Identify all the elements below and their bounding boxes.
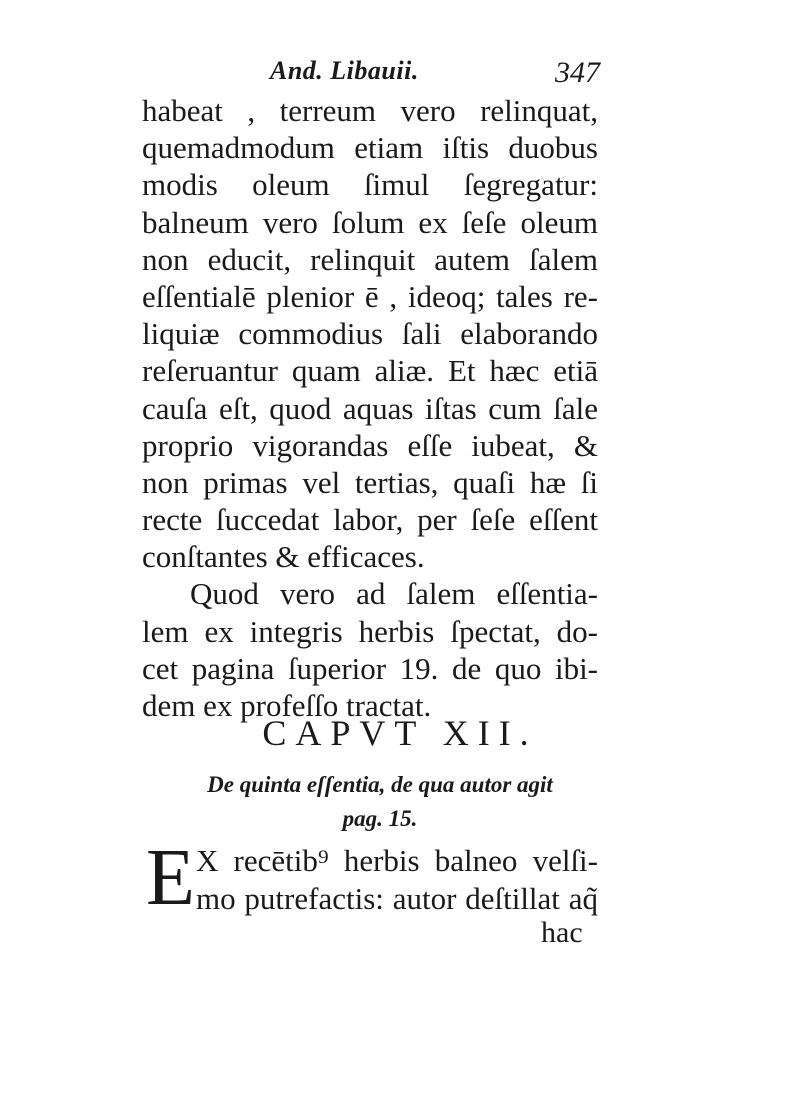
text-line: habeat , terreum vero relinquat,	[142, 93, 598, 128]
chapter-title: CAPVT XII.	[262, 713, 538, 753]
chapter-subtitle-line: pag. 15.	[342, 806, 418, 831]
catchword: hac	[541, 916, 583, 949]
text-line: mo putrefactis: autor deſtillat aq̃	[196, 881, 598, 916]
chapter-subtitle	[0, 768, 760, 836]
text-line: quemadmodum etiam iſtis duobus	[142, 130, 598, 166]
paragraph-3-lines	[196, 842, 598, 918]
page-number: 347	[555, 56, 600, 89]
text-line: modis oleum ſimul ſegregatur:	[142, 167, 598, 203]
text-line: conſtantes & efficaces.	[142, 539, 425, 575]
paragraph-3	[146, 834, 598, 922]
drop-cap-initial: E	[146, 834, 195, 922]
paragraph-1	[142, 92, 598, 575]
text-line: Quod vero ad ſalem eſſentia-	[190, 576, 598, 612]
page-header	[140, 56, 600, 96]
text-line: non educit, relinquit autem ſalem	[142, 241, 598, 277]
text-line: reſeruantur quam aliæ. Et hæc etiā	[142, 353, 598, 389]
text-line: non primas vel tertias, quaſi hæ ſi	[142, 464, 598, 500]
text-line: lem ex integris herbis ſpectat, do-	[142, 613, 598, 649]
text-line: cet pagina ſuperior 19. de quo ibi-	[142, 650, 598, 686]
paragraph-2	[142, 575, 598, 724]
text-line: X recētib⁹ herbis balneo velſi-	[196, 843, 598, 878]
text-line: balneum vero ſolum ex ſeſe oleum	[142, 204, 598, 240]
text-line: liquiæ commodius ſali elaborando	[142, 316, 598, 352]
text-line: eſſentialē plenior ē , ideoq; tales re-	[142, 278, 598, 314]
running-head: And. Libauii.	[270, 56, 419, 85]
text-line: cauſa eſt, quod aquas iſtas cum ſale	[142, 390, 598, 426]
text-line: dem ex profeſſo tractat.	[142, 688, 432, 723]
chapter-subtitle-line: De quinta eſſentia, de qua autor agit	[207, 772, 553, 797]
text-line: proprio vigorandas eſſe iubeat, &	[142, 427, 598, 463]
main-text	[142, 92, 598, 724]
text-line: recte ſuccedat labor, per ſeſe eſſent	[142, 502, 598, 538]
